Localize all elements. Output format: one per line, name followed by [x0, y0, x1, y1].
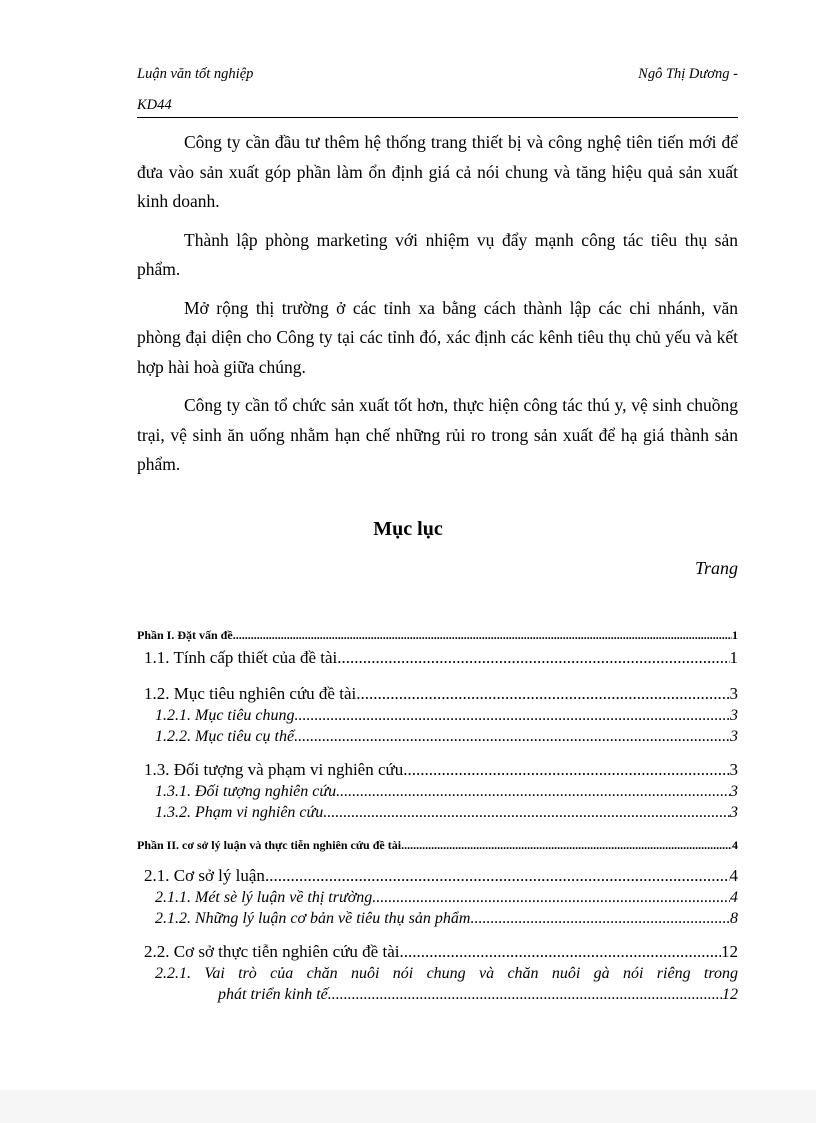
toc-leader [403, 759, 729, 781]
paragraph: Thành lập phòng marketing với nhiệm vụ đẩy mạnh công tác tiêu thụ sản phẩm. [137, 229, 738, 279]
toc-entry-label: 1.1. Tính cấp thiết của đề tài [144, 648, 338, 667]
toc-entry-page: 1 [729, 648, 738, 667]
toc-leader [356, 683, 729, 705]
toc-entry-page: 3 [729, 760, 738, 779]
toc-leader [337, 647, 729, 669]
toc-entry-page: 8 [730, 910, 738, 927]
toc-leader [470, 908, 730, 929]
header-second-line: KD44 [137, 97, 172, 113]
toc-leader [294, 726, 730, 747]
toc-entry[interactable] [137, 802, 738, 823]
toc-leader [265, 865, 730, 887]
toc-entry-page: 12 [721, 942, 738, 961]
toc-entry[interactable] [137, 834, 738, 856]
toc-entry-label: 2.1.2. Những lý luận cơ bản về tiêu thụ sản phẩm [155, 910, 471, 927]
toc-entry-label: Phần I. Đặt vấn đề [137, 628, 233, 642]
toc-entry-label: 1.3. Đối tượng và phạm vi nghiên cứu [144, 760, 404, 779]
toc-entry[interactable] [137, 705, 738, 726]
toc-leader [233, 624, 732, 646]
toc-entry[interactable] [137, 624, 738, 646]
paragraph: Công ty cần tổ chức sản xuất tốt hơn, thực hiện công tác thú y, vệ sinh chuồng trại, vệ sinh ăn uống nhằm hạn chế những rủi ro trong sản xuất để hạ giá thành sản phẩm. [137, 395, 738, 474]
toc-entry[interactable] [137, 781, 738, 802]
toc-entry-label: 1.3.1. Đối tượng nghiên cứu [155, 783, 337, 800]
toc-entry-page: 4 [729, 866, 738, 885]
toc-entry[interactable] [137, 887, 738, 908]
toc-entry[interactable] [137, 647, 738, 669]
toc-entry[interactable] [137, 865, 738, 887]
toc-entry[interactable] [137, 941, 738, 963]
toc-entry-label: 1.3.2. Phạm vi nghiên cứu [155, 804, 324, 821]
toc-entry-label: 1.2.2. Mục tiêu cụ thể [155, 728, 295, 745]
header-right-text: Ngô Thị Dương - [638, 66, 738, 82]
toc-leader [295, 705, 730, 726]
toc-entry-page: 3 [729, 684, 738, 703]
toc-entry-page: 3 [730, 728, 738, 745]
toc-entry[interactable] [137, 726, 738, 747]
toc-leader [372, 887, 730, 908]
table-of-contents [137, 624, 738, 1005]
toc-entry-page: 4 [730, 889, 738, 906]
toc-entry[interactable] [137, 683, 738, 705]
toc-leader [401, 834, 732, 856]
toc-entry-label: 1.2.1. Mục tiêu chung [155, 707, 295, 724]
toc-entry-page: 3 [730, 783, 738, 800]
toc-entry-page: 1 [732, 628, 738, 642]
toc-entry-label: phát triển kinh tế [218, 986, 328, 1003]
toc-entry-label: 2.2. Cơ sở thực tiễn nghiên cứu đề tài [144, 942, 400, 961]
paragraph: Công ty cần đầu tư thêm hệ thống trang thiết bị và công nghệ tiên tiến mới để đưa vào sản xuất góp phần làm ổn định giá cả nói chung và tăng hiệu quả sản xuất kinh doanh. [137, 132, 738, 211]
page-header [137, 64, 738, 115]
toc-entry-page: 4 [732, 838, 738, 852]
toc-leader [328, 984, 722, 1005]
toc-entry-label: 2.2.1. Vai trò của chăn nuôi nói chung và chăn nuôi gà nói riêng trong [155, 965, 738, 982]
body-text [137, 128, 738, 489]
toc-entry[interactable] [137, 759, 738, 781]
toc-title: Mục lục [373, 518, 443, 540]
toc-entry-label: 1.2. Mục tiêu nghiên cứu đề tài [144, 684, 357, 703]
toc-entry-label: 2.1. Cơ sở lý luận [144, 866, 265, 885]
toc-entry-page: 3 [730, 804, 738, 821]
paragraph: Mở rộng thị trường ở các tỉnh xa bằng cách thành lập các chi nhánh, văn phòng đại diện cho Công ty tại các tỉnh đó, xác định các kênh tiêu thụ chủ yếu và kết hợp hài hoà giữa chúng. [137, 297, 738, 377]
toc-entry-label: Phần II. cơ sở lý luận và thực tiễn nghiên cứu đề tài [137, 838, 402, 852]
toc-leader [399, 941, 721, 963]
toc-leader [336, 781, 730, 802]
toc-entry-page: 3 [730, 707, 738, 724]
toc-entry-continuation [137, 984, 738, 1005]
page-bottom-edge [0, 1090, 816, 1123]
header-left-text: Luận văn tốt nghiệp [137, 66, 254, 82]
toc-entry[interactable] [137, 963, 738, 1005]
toc-page-label: Trang [694, 558, 738, 578]
toc-leader [323, 802, 730, 823]
toc-entry-page: 12 [722, 986, 738, 1003]
header-divider [137, 117, 738, 118]
toc-entry-label: 2.1.1. Mét sè lý luận về thị trường [155, 889, 373, 906]
toc-entry[interactable] [137, 908, 738, 929]
